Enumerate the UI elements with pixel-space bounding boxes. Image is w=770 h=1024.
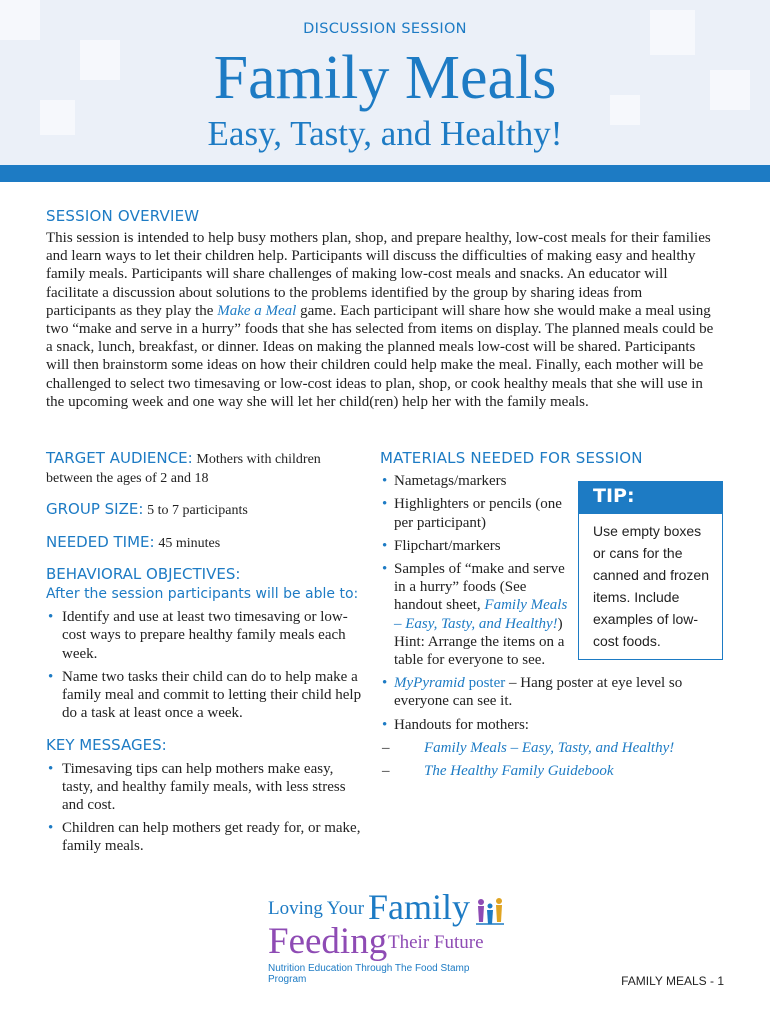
family-figures-icon xyxy=(475,896,505,936)
session-type-label: DISCUSSION SESSION xyxy=(303,21,467,37)
list-item-text: • Highlighters or pencils (one per participant) xyxy=(394,496,562,531)
logo-loving-your: Loving Your xyxy=(268,898,365,919)
overview-text-start: This session is intended to help busy mothers plan, shop, and prepare healthy, low-cost meals for their families and learn ways to let their children help. Participants will discuss the difficulties of making easy and healthy family meals. Participants will share challenges of making low-cost meals and snacks. An educator will facilitate a discussion about solutions to the problems identified by the group by sharing ideas from participants as they play the xyxy=(46,230,711,319)
logo-feeding: Feeding xyxy=(268,921,388,962)
list-item-text: • Nametags/markers xyxy=(394,473,507,490)
list-item: • Name two tasks their child can do to help make a family meal and commit to letting their child help do a task at least once a week. xyxy=(46,668,366,723)
poster-label: poster xyxy=(464,675,506,692)
objectives-heading: BEHAVIORAL OBJECTIVES: xyxy=(46,564,241,583)
materials-hint-text: ) Hint: Arrange the items on a table for everyone to see. xyxy=(394,615,565,669)
group-size xyxy=(46,500,366,520)
logo-their-future: Their Future xyxy=(388,932,484,953)
header-divider-bar xyxy=(0,165,770,182)
list-item: • Children can help mothers get ready for, or make, family meals. xyxy=(46,819,366,855)
list-item-text: • Flipchart/markers xyxy=(394,537,501,554)
page-title: Family Meals xyxy=(213,44,557,112)
list-item: – The Healthy Family Guidebook xyxy=(380,762,720,780)
logo-family: Family xyxy=(368,887,471,927)
overview-heading: SESSION OVERVIEW xyxy=(46,207,200,225)
key-messages-list xyxy=(46,760,366,856)
group-size-value: 5 to 7 participants xyxy=(147,503,248,519)
tip-text: Use empty boxes or cans for the canned and frozen items. Include examples of low-cost foods. xyxy=(593,523,709,649)
key-messages-heading: KEY MESSAGES: xyxy=(46,736,167,755)
page-number: FAMILY MEALS - 1 xyxy=(621,974,724,988)
target-audience-value: Mothers with children between the ages of 2 and 18 xyxy=(46,452,321,487)
list-item: – Family Meals – Easy, Tasty, and Healthy! xyxy=(380,739,720,757)
target-audience xyxy=(46,449,366,488)
tip-heading: TIP: xyxy=(579,482,722,514)
materials-heading: MATERIALS NEEDED FOR SESSION xyxy=(380,449,643,467)
list-item xyxy=(380,674,720,710)
poster-instruction: – Hang poster at eye level so everyone can see it. xyxy=(394,675,683,710)
list-item: • Identify and use at least two timesaving or low-cost ways to prepare healthy family meals each week. xyxy=(46,608,366,663)
overview-text-end: game. Each participant will share how she would make a meal using two “make and serve in a hurry” foods that she has selected from items on display. The planned meals could be a snack, lunch, breakfast, or dinner. Ideas on making the planned meals low-cost will be shared. Participants will then brainstorm some ideas on how their children could help make the meal. Finally, each mother will be challenged to select two timesaving or low-cost ideas to plan, shop, or cook healthy meals that she will use in the upcoming week and one way she will let her child(ren) help her with the family meals. xyxy=(46,302,714,410)
page-subtitle: Easy, Tasty, and Healthy! xyxy=(207,114,563,153)
handouts-label: Handouts for mothers: xyxy=(394,716,529,733)
objectives-subheading: After the session participants will be able to: xyxy=(46,586,359,603)
header-band xyxy=(0,0,770,165)
behavioral-objectives xyxy=(46,565,366,723)
needed-time-label: NEEDED TIME: xyxy=(46,532,155,551)
group-size-label: GROUP SIZE: xyxy=(46,500,144,519)
list-item: • Timesaving tips can help mothers make easy, tasty, and healthy family meals, with less stress and cost. xyxy=(46,760,366,815)
materials-samples-text: Samples of “make and serve in a hurry” foods (See handout sheet, xyxy=(394,561,565,614)
mypyramid-name: MyPyramid xyxy=(394,675,465,692)
needed-time-value: 45 minutes xyxy=(158,535,221,551)
key-messages xyxy=(46,736,366,855)
handouts-list xyxy=(380,739,720,780)
handout-title: Family Meals – Easy, Tasty, and Healthy! xyxy=(394,597,568,632)
logo-tagline: Nutrition Education Through The Food Stamp Program xyxy=(268,963,470,985)
target-audience-label: TARGET AUDIENCE: xyxy=(46,449,193,467)
list-item-text xyxy=(394,560,576,669)
game-name: Make a Meal xyxy=(217,302,297,319)
session-details-column xyxy=(46,449,366,868)
list-item xyxy=(380,716,720,781)
objectives-list xyxy=(46,608,366,722)
needed-time xyxy=(46,533,366,553)
overview-paragraph xyxy=(46,229,714,411)
program-logo xyxy=(268,887,508,985)
tip-box xyxy=(578,481,723,660)
